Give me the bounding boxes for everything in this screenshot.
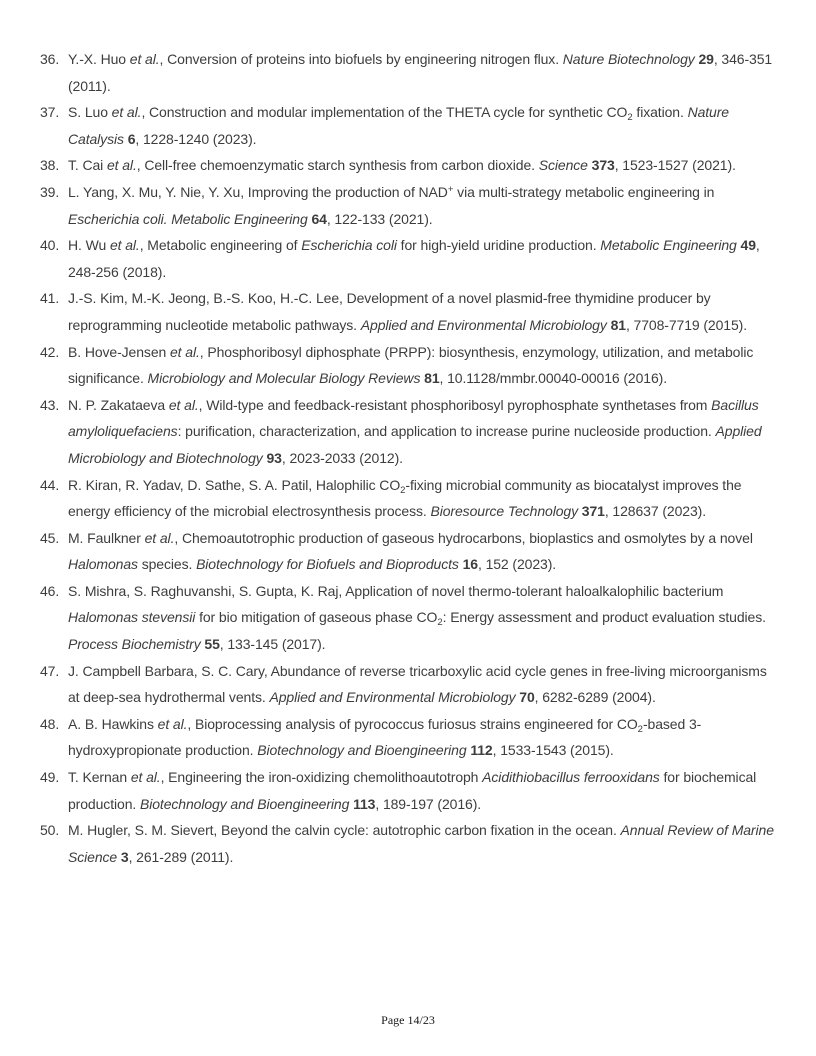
reference-text: H. Wu et al., Metabolic engineering of Escherichia coli for high-yield uridine production. Metabolic Engineering 49, 248-256 (2018). <box>68 237 760 280</box>
reference-item <box>40 764 778 817</box>
reference-number: 41. <box>40 290 60 307</box>
reference-item <box>40 99 778 152</box>
references-list <box>40 46 778 870</box>
reference-item <box>40 285 778 338</box>
reference-item <box>40 525 778 578</box>
reference-item <box>40 179 778 232</box>
reference-text: N. P. Zakataeva et al., Wild-type and feedback-resistant phosphoribosyl pyrophosphate synthetases from Bacillus amyloliquefaciens: purification, characterization, and application to increase purine nucleoside production. Applied Microbiology and Biotechnology 93, 2023-2033 (2012). <box>68 396 762 466</box>
reference-item <box>40 711 778 764</box>
reference-number: 49. <box>40 769 60 786</box>
reference-number: 37. <box>40 104 60 121</box>
reference-item <box>40 339 778 392</box>
reference-text: R. Kiran, R. Yadav, D. Sathe, S. A. Patil, Halophilic $CO_2$-fixing microbial community as biocatalyst improves the energy efficiency of the microbial electrosynthesis process. Bioresource Technology 371, 128637 (2023). <box>68 476 742 520</box>
reference-item <box>40 152 778 179</box>
reference-number: 36. <box>40 51 60 67</box>
reference-item <box>40 817 778 870</box>
reference-text: S. Luo et al., Construction and modular implementation of the THETA cycle for synthetic $CO_2$ fixation. Nature Catalysis 6, 1228-1240 (2023). <box>68 104 729 147</box>
reference-number: 48. <box>40 715 60 732</box>
reference-number: 43. <box>40 396 60 413</box>
reference-text: T. Kernan et al., Engineering the iron-oxidizing chemolithoautotroph Acidithiobacillus ferrooxidans for biochemical production. Biotechnology and Bioengineering 113, 189-197 (2016). <box>68 769 757 812</box>
reference-number: 50. <box>40 822 60 839</box>
reference-text: L. Yang, X. Mu, Y. Nie, Y. Xu, Improving the production of NAD+ via multi-strategy metabolic engineering in Escherichia coli. Metabolic Engineering 64, 122-133 (2021). <box>68 183 715 227</box>
reference-item <box>40 392 778 472</box>
reference-number: 40. <box>40 237 60 254</box>
reference-item <box>40 232 778 285</box>
reference-text: J.-S. Kim, M.-K. Jeong, B.-S. Koo, H.-C. Lee, Development of a novel plasmid-free thymidine producer by reprogramming nucleotide metabolic pathways. Applied and Environmental Microbiology 81, 7708-7719 (2015). <box>68 290 748 333</box>
reference-text: A. B. Hawkins et al., Bioprocessing analysis of pyrococcus furiosus strains engineered for $CO_2$-based 3-hydroxypropionate production. Biotechnology and Bioengineering 112, 1533-1543 (2015). <box>68 715 702 759</box>
reference-number: 39. <box>40 183 60 200</box>
reference-text: B. Hove-Jensen et al., Phosphoribosyl diphosphate (PRPP): biosynthesis, enzymology, utilization, and metabolic significance. Microbiology and Molecular Biology Reviews 81, 10.1128/mmbr.00040-00016 (2016). <box>68 343 754 387</box>
reference-item <box>40 658 778 711</box>
reference-text: M. Faulkner et al., Chemoautotrophic production of gaseous hydrocarbons, bioplastics and osmolytes by a novel Halomonas species. Biotechnology for Biofuels and Bioproducts 16, 152 (2023). <box>68 529 753 573</box>
reference-text: T. Cai et al., Cell-free chemoenzymatic starch synthesis from carbon dioxide. Science 373, 1523-1527 (2021). <box>68 157 736 174</box>
reference-number: 42. <box>40 343 60 360</box>
page-number: Page 14/23 <box>381 1013 435 1027</box>
reference-number: 47. <box>40 662 60 679</box>
reference-text: Y.-X. Huo et al., Conversion of proteins into biofuels by engineering nitrogen flux. Nature Biotechnology 29, 346-351 (2011). <box>68 51 773 94</box>
reference-text: S. Mishra, S. Raghuvanshi, S. Gupta, K. Raj, Application of novel thermo-tolerant haloalkalophilic bacterium Halomonas stevensii for bio mitigation of gaseous phase $CO_2$: Energy assessment and product evaluation studies. Process Biochemistry 55, 133-145 (2017). <box>68 582 766 653</box>
reference-number: 38. <box>40 157 60 174</box>
reference-item <box>40 578 778 658</box>
reference-text: J. Campbell Barbara, S. C. Cary, Abundance of reverse tricarboxylic acid cycle genes in free-living microorganisms at deep-sea hydrothermal vents. Applied and Environmental Microbiology 70, 6282-6289 (2004). <box>68 662 767 706</box>
reference-number: 45. <box>40 529 60 546</box>
reference-item <box>40 472 778 525</box>
reference-number: 44. <box>40 476 60 493</box>
reference-number: 46. <box>40 582 60 599</box>
reference-text: M. Hugler, S. M. Sievert, Beyond the calvin cycle: autotrophic carbon fixation in the ocean. Annual Review of Marine Science 3, 261-289 (2011). <box>68 822 774 865</box>
reference-item <box>40 46 778 99</box>
